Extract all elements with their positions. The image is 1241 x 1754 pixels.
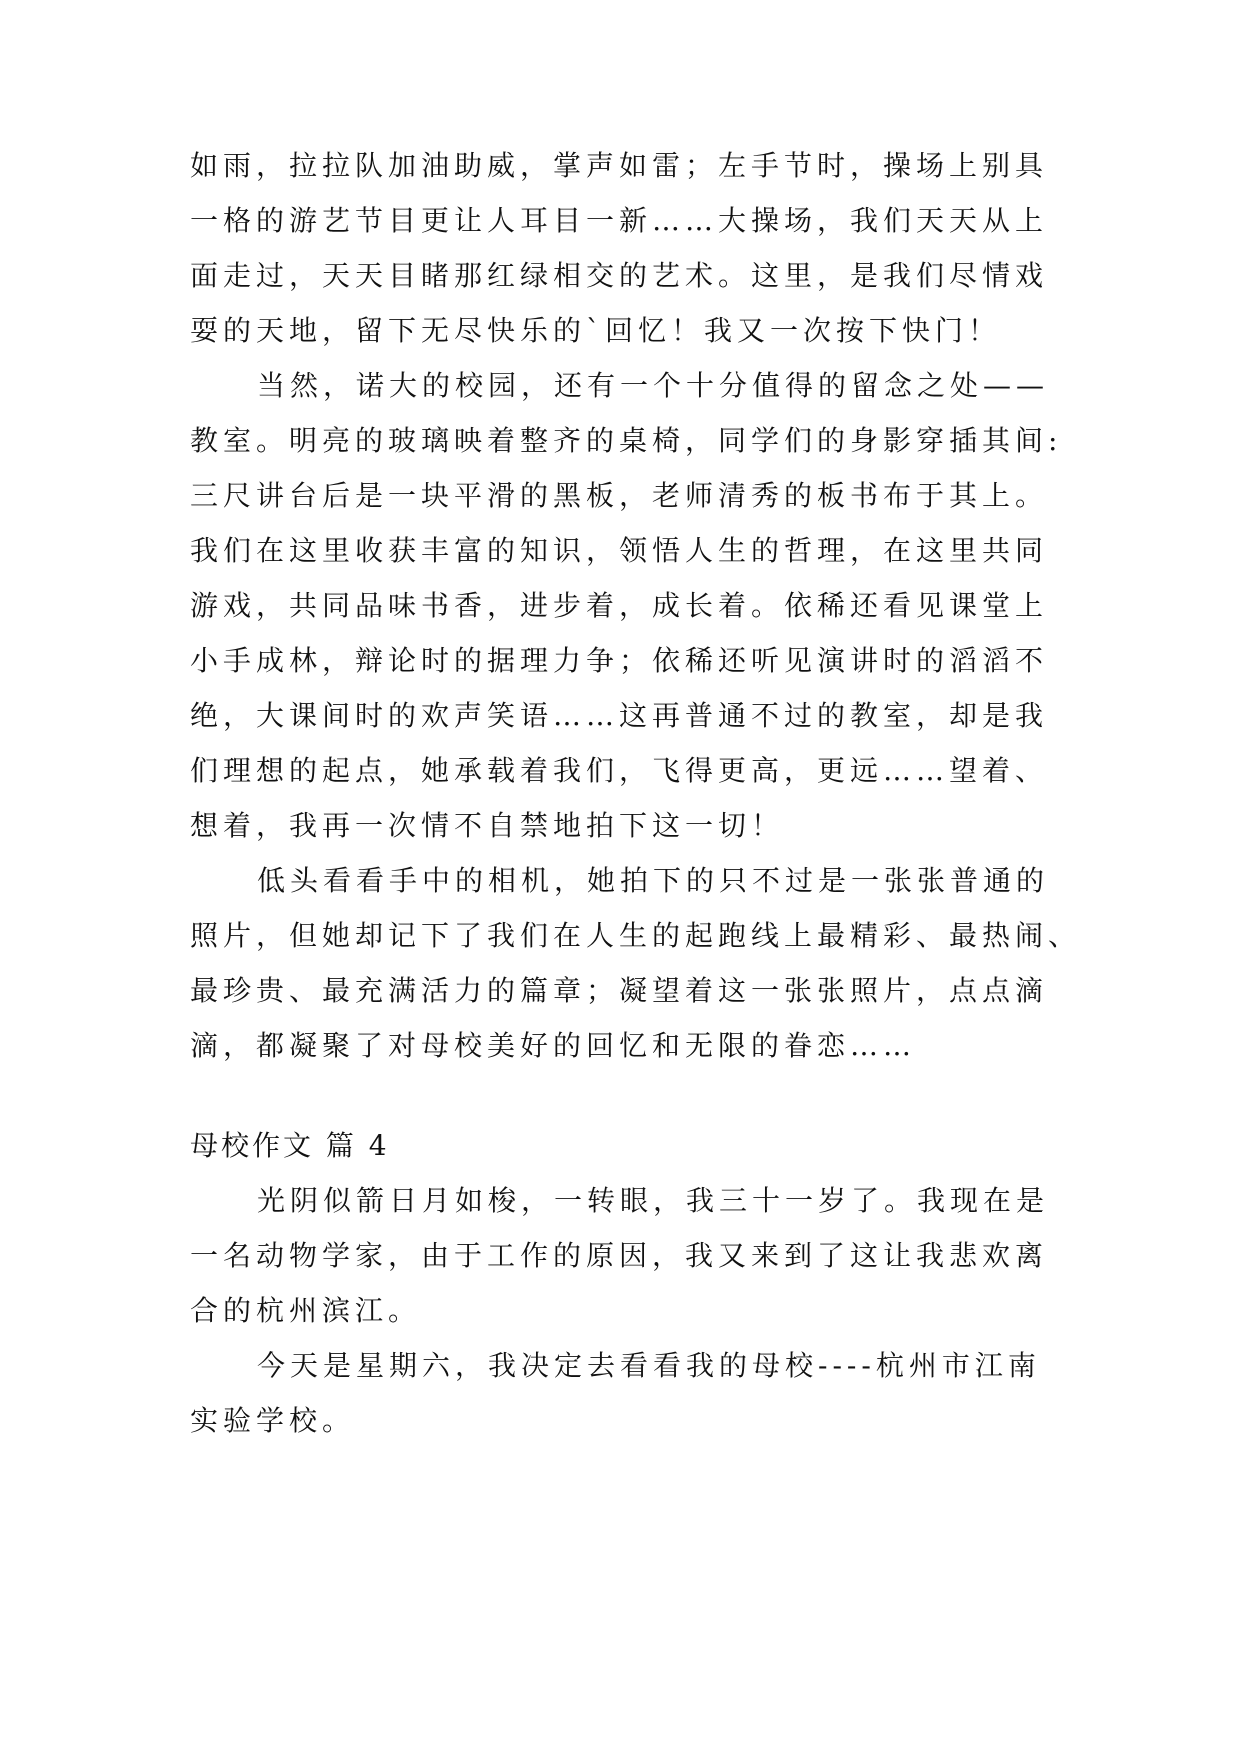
- paragraph-line: 合的杭州滨江。: [190, 1294, 422, 1327]
- paragraph-line: 如雨，拉拉队加油助威，掌声如雷；左手节时，操场上别具: [190, 149, 1049, 182]
- paragraph-line: 教室。明亮的玻璃映着整齐的桌椅，同学们的身影穿插其间:: [190, 424, 1063, 457]
- paragraph-line: 我们在这里收获丰富的知识，领悟人生的哲理，在这里共同: [190, 534, 1049, 567]
- paragraph-line: 耍的天地，留下无尽快乐的`回忆！我又一次按下快门！: [190, 314, 1002, 347]
- paragraph-line: 低头看看手中的相机，她拍下的只不过是一张张普通的: [257, 864, 1050, 897]
- paragraph-line: 实验学校。: [190, 1404, 356, 1437]
- paragraph-line: 一名动物学家，由于工作的原因，我又来到了这让我悲欢离: [190, 1239, 1049, 1272]
- paragraph-line: 照片，但她却记下了我们在人生的起跑线上最精彩、最热闹、: [190, 919, 1082, 952]
- paragraph-line: 游戏，共同品味书香，进步着，成长着。依稀还看见课堂上: [190, 589, 1049, 622]
- paragraph-line: 滴，都凝聚了对母校美好的回忆和无限的眷恋……: [190, 1029, 917, 1062]
- paragraph-line: 小手成林，辩论时的据理力争；依稀还听见演讲时的滔滔不: [190, 644, 1049, 677]
- paragraph-line: 当然，诺大的校园，还有一个十分值得的留念之处——: [257, 369, 1050, 402]
- section-heading: 母校作文 篇 4: [190, 1129, 390, 1162]
- paragraph-line: 面走过，天天目睹那红绿相交的艺术。这里，是我们尽情戏: [190, 259, 1049, 292]
- paragraph-line: 一格的游艺节目更让人耳目一新……大操场，我们天天从上: [190, 204, 1049, 237]
- paragraph-line: 绝，大课间时的欢声笑语……这再普通不过的教室，却是我: [190, 699, 1049, 732]
- paragraph-line: 光阴似箭日月如梭，一转眼，我三十一岁了。我现在是: [257, 1184, 1050, 1217]
- paragraph-line: 三尺讲台后是一块平滑的黑板，老师清秀的板书布于其上。: [190, 479, 1049, 512]
- paragraph-line: 今天是星期六，我决定去看看我的母校----杭州市江南: [257, 1349, 1041, 1382]
- paragraph-line: 想着，我再一次情不自禁地拍下这一切！: [190, 809, 785, 842]
- paragraph-line: 最珍贵、最充满活力的篇章；凝望着这一张张照片，点点滴: [190, 974, 1049, 1007]
- paragraph-line: 们理想的起点，她承载着我们，飞得更高，更远……望着、: [190, 754, 1049, 787]
